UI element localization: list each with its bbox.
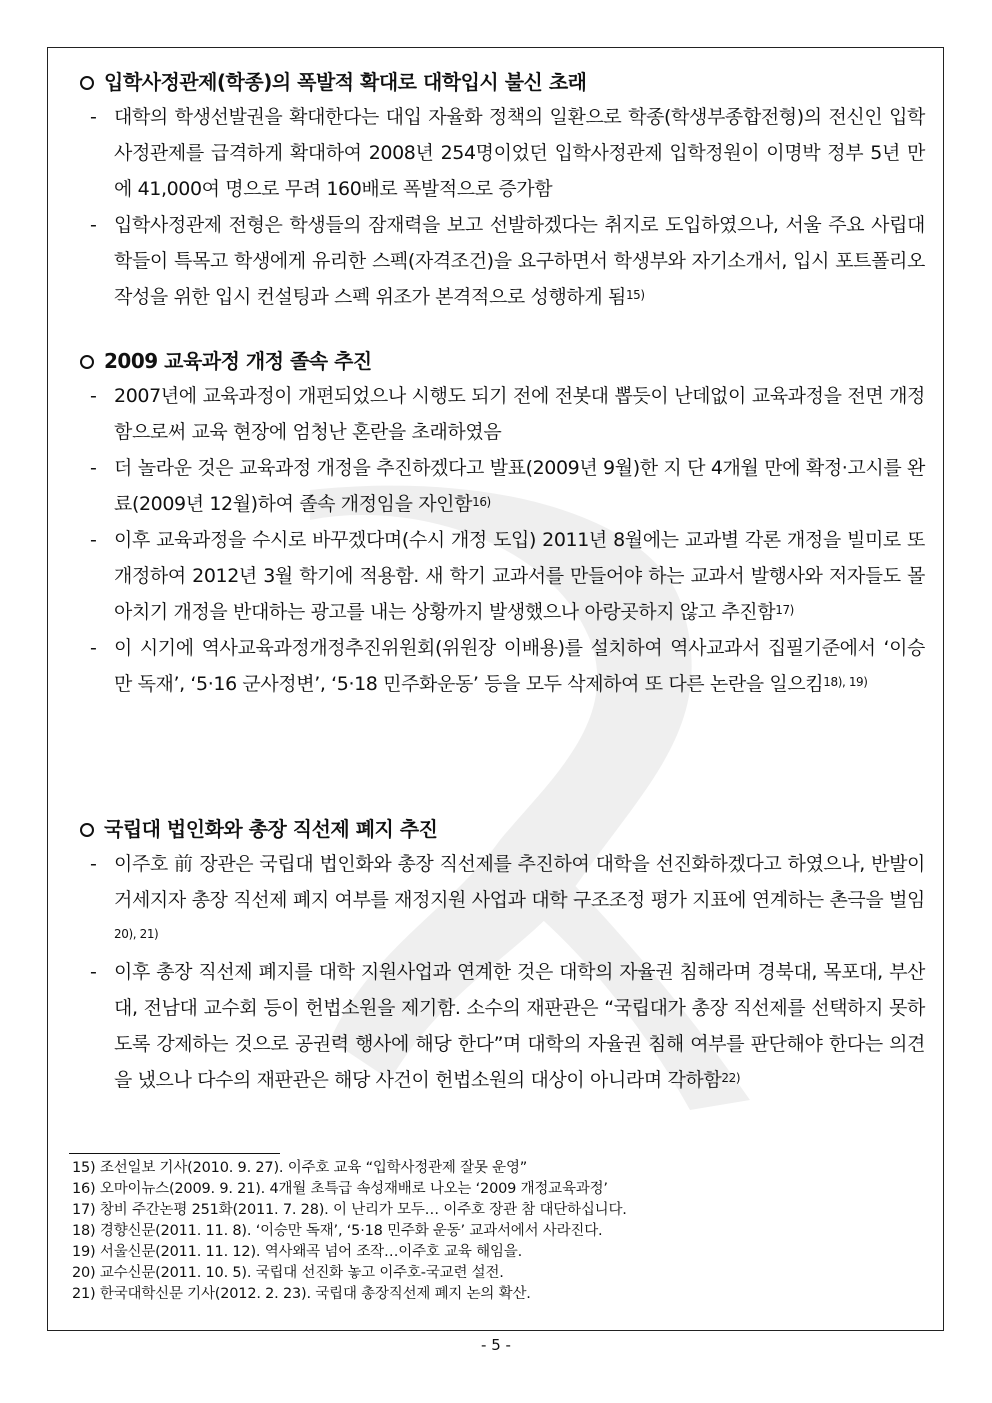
footnote-ref: 20), 21) xyxy=(114,927,159,941)
page-number: - 5 - xyxy=(481,1336,511,1354)
dash-marker: - xyxy=(90,637,97,659)
list-item xyxy=(80,378,925,450)
list-item xyxy=(80,522,925,630)
list-item xyxy=(80,99,925,207)
item-text: 입학사정관제 전형은 학생들의 잠재력을 보고 선발하겠다는 취지로 도입하였으나, 서울 주요 사립대학들이 특목고 학생에게 유리한 스펙(자격조건)을 요구하면서 학생부와 자기소개서, 입시 포트폴리오 작성을 위한 입시 컨설팅과 스펙 위조가 본격적으로 성행하게 됨 xyxy=(114,214,925,308)
circle-bullet-icon xyxy=(80,355,94,369)
section-2 xyxy=(80,344,925,702)
circle-bullet-icon xyxy=(80,76,94,90)
item-text: 더 놀라운 것은 교육과정 개정을 추진하겠다고 발표(2009년 9월)한 지 단 4개월 만에 확정·고시를 완료(2009년 12월)하여 졸속 개정임을 자인함 xyxy=(114,457,925,515)
list-item xyxy=(80,630,925,702)
dash-marker: - xyxy=(90,385,97,407)
footnote-ref: 16) xyxy=(472,495,491,509)
dash-marker: - xyxy=(90,961,97,983)
footnote-ref: 22) xyxy=(721,1071,741,1085)
list-item xyxy=(80,207,925,315)
section-heading xyxy=(80,344,925,378)
section-3 xyxy=(80,812,925,1098)
footnote: 18) 경향신문(2011. 11. 8). ‘이승만 독재’, ‘5·18 민주화 운동’ 교과서에서 사라진다. xyxy=(72,1223,603,1239)
list-item xyxy=(80,846,925,954)
item-text: 이주호 前 장관은 국립대 법인화와 총장 직선제를 추진하여 대학을 선진화하겠다고 하였으나, 반발이 거세지자 총장 직선제 폐지 여부를 재정지원 사업과 대학 구조조정 평가 지표에 연계하는 촌극을 벌임 xyxy=(114,853,925,911)
footnote: 17) 창비 주간논평 251화(2011. 7. 28). 이 난리가 모두… 이주호 장관 참 대단하십니다. xyxy=(72,1202,627,1218)
list-item xyxy=(80,954,925,1098)
footnote: 19) 서울신문(2011. 11. 12). 역사왜곡 넘어 조작…이주호 교육 해임을. xyxy=(72,1244,522,1260)
item-text: 대학의 학생선발권을 확대한다는 대입 자율화 정책의 일환으로 학종(학생부종합전형)의 전신인 입학사정관제를 급격하게 확대하여 2008년 254명이었던 입학사정관제 입학정원이 이명박 정부 5년 만에 41,000여 명으로 무려 160배로 폭발적으로 증가함 xyxy=(114,106,925,200)
footnote-ref: 18), 19) xyxy=(823,675,868,689)
section-1 xyxy=(80,65,925,315)
footnote: 16) 오마이뉴스(2009. 9. 21). 4개월 초특급 속성재배로 나오는 ‘2009 개정교육과정’ xyxy=(72,1181,608,1197)
list-item xyxy=(80,450,925,522)
item-text: 이 시기에 역사교육과정개정추진위원회(위원장 이배용)를 설치하여 역사교과서 집필기준에서 ‘이승만 독재’, ‘5·16 군사정변’, ‘5·18 민주화운동’ 등을 모두 삭제하여 또 다른 논란을 일으킴 xyxy=(114,637,925,695)
footnote-divider xyxy=(69,1153,280,1154)
heading-text: 입학사정관제(학종)의 폭발적 확대로 대학입시 불신 초래 xyxy=(104,70,587,94)
item-text: 2007년에 교육과정이 개편되었으나 시행도 되기 전에 전봇대 뽑듯이 난데없이 교육과정을 전면 개정함으로써 교육 현장에 엄청난 혼란을 초래하였음 xyxy=(114,385,925,443)
section-heading xyxy=(80,65,925,99)
item-text: 이후 총장 직선제 폐지를 대학 지원사업과 연계한 것은 대학의 자율권 침해라며 경북대, 목포대, 부산대, 전남대 교수회 등이 헌법소원을 제기함. 소수의 재판관은 “국립대가 총장 직선제를 선택하지 못하도록 강제하는 것으로 공권력 행사에 해당 한다”며 대학의 자율권 침해 여부를 판단해야 한다는 의견을 냈으나 다수의 재판관은 해당 사건이 헌법소원의 대상이 아니라며 각하함 xyxy=(114,961,925,1091)
footnotes xyxy=(72,1158,932,1305)
section-heading xyxy=(80,812,925,846)
dash-marker: - xyxy=(90,457,97,479)
dash-marker: - xyxy=(90,214,97,236)
footnote: 21) 한국대학신문 기사(2012. 2. 23). 국립대 총장직선제 폐지 논의 확산. xyxy=(72,1286,531,1302)
footnote: 15) 조선일보 기사(2010. 9. 27). 이주호 교육 “입학사정관제 잘못 운영” xyxy=(72,1160,528,1176)
dash-marker: - xyxy=(90,106,97,128)
heading-text: 2009 교육과정 개정 졸속 추진 xyxy=(104,349,372,373)
item-text: 이후 교육과정을 수시로 바꾸겠다며(수시 개정 도입) 2011년 8월에는 교과별 각론 개정을 빌미로 또 개정하여 2012년 3월 학기에 적용함. 새 학기 교과서를 만들어야 하는 교과서 발행사와 저자들도 몰아치기 개정을 반대하는 광고를 내는 상황까지 발생했으나 아랑곳하지 않고 추진함 xyxy=(114,529,925,623)
circle-bullet-icon xyxy=(80,823,94,837)
footnote-ref: 15) xyxy=(625,288,645,302)
footnote-ref: 17) xyxy=(775,603,794,617)
dash-marker: - xyxy=(90,529,97,551)
footnote: 20) 교수신문(2011. 10. 5). 국립대 선진화 놓고 이주호-국교련 설전. xyxy=(72,1265,504,1281)
dash-marker: - xyxy=(90,853,97,875)
heading-text: 국립대 법인화와 총장 직선제 폐지 추진 xyxy=(104,817,438,841)
